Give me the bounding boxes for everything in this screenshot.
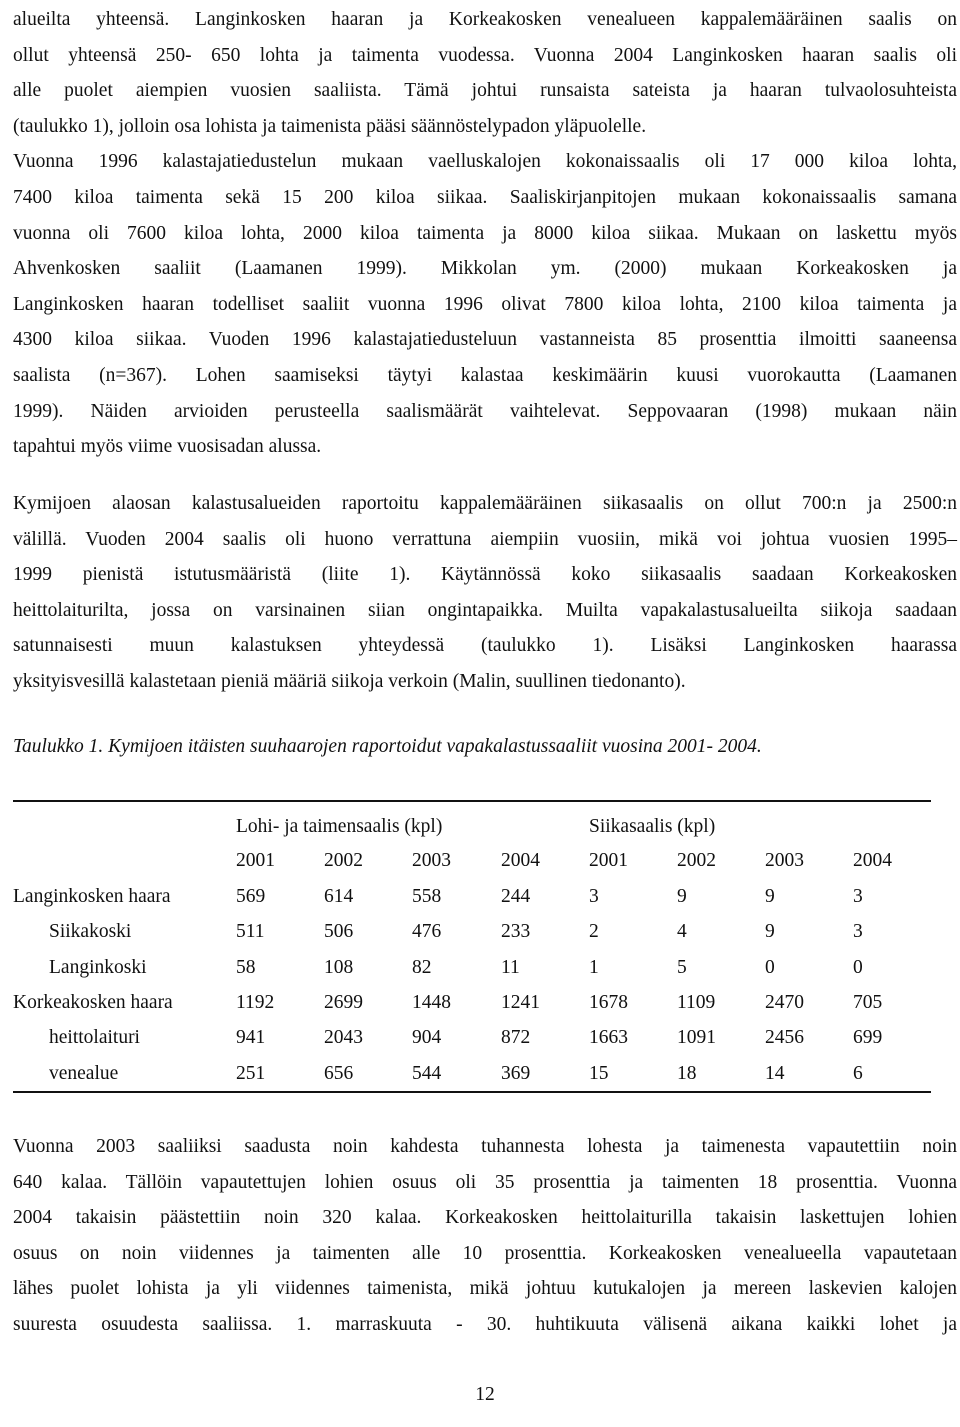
table-top-rule [13, 800, 931, 802]
text-line: tapahtui myös viime vuosisadan alussa. [13, 436, 322, 458]
table-row [13, 879, 931, 914]
table-cell: 3 [853, 921, 863, 942]
text-line: Langinkosken haaran todelliset saaliit vuonna 1996 olivat 7800 kiloa lohta, 2100 kiloa taimenta ja [13, 293, 957, 315]
row-label: Siikakoski [49, 921, 132, 942]
year-header: 2001 [589, 850, 628, 871]
text-line: lähes puolet lohista ja yli viidennes taimenista, mikä johtuu kutukalojen ja mereen laskevien kalojen [13, 1278, 957, 1300]
table-cell: 1192 [236, 992, 275, 1013]
table-cell: 614 [324, 886, 354, 907]
header-whitefish: Siikasaalis (kpl) [589, 816, 716, 837]
table-group-header-row [13, 809, 931, 844]
table-cell: 506 [324, 921, 354, 942]
text-line: saalista (n=367). Lohen saamiseksi täytyi kalastaa keskimäärin kuusi vuorokautta (Laamanen [13, 364, 957, 386]
table-cell: 569 [236, 886, 266, 907]
table-cell: 6 [853, 1063, 863, 1084]
year-header: 2002 [677, 850, 716, 871]
table-cell: 904 [412, 1027, 442, 1048]
row-label: venealue [49, 1063, 119, 1084]
table-cell: 82 [412, 957, 432, 978]
table-cell: 11 [501, 957, 520, 978]
table-cell: 1678 [589, 992, 628, 1013]
table-cell: 476 [412, 921, 442, 942]
table-cell: 5 [677, 957, 687, 978]
text-line: välillä. Vuoden 2004 saalis oli huono verrattuna aiempiin vuosiin, mikä voi johtua vuosien 1995– [13, 528, 957, 550]
text-line: 4300 kiloa siikaa. Vuoden 1996 kalastajatiedusteluun vastanneista 85 prosenttia ilmoitti saaneensa [13, 329, 957, 351]
table-caption: Taulukko 1. Kymijoen itäisten suuhaarojen raportoidut vapakalastussaaliit vuosina 2001- 2004. [13, 736, 762, 757]
table-cell: 511 [236, 921, 265, 942]
table-cell: 14 [765, 1063, 785, 1084]
paragraph-catch-and-release [13, 1129, 957, 1343]
table-cell: 233 [501, 921, 531, 942]
row-label: Korkeakosken haara [13, 992, 173, 1013]
year-header: 2004 [853, 850, 892, 871]
text-line: Kymijoen alaosan kalastusalueiden raportoitu kappalemääräinen siikasaalis on ollut 700:n ja 2500:n [13, 493, 957, 514]
table-bottom-rule [13, 1091, 931, 1093]
text-line: 7400 kiloa taimenta sekä 15 200 kiloa siikaa. Saaliskirjanpitojen mukaan kokonaissaalis samana [13, 186, 957, 208]
row-label: heittolaituri [49, 1027, 140, 1048]
text-line: suuresta osuudesta saaliissa. 1. marraskuuta - 30. huhtikuuta välisenä aikana kaikki lohet ja [13, 1313, 957, 1335]
table-cell: 2470 [765, 992, 804, 1013]
table-cell: 0 [765, 957, 775, 978]
table-cell: 3 [853, 886, 863, 907]
paragraph-whitefish-catch [13, 486, 957, 700]
table-cell: 544 [412, 1063, 442, 1084]
table-cell: 3 [589, 886, 599, 907]
year-header: 2004 [501, 850, 540, 871]
table-cell: 9 [677, 886, 687, 907]
year-header: 2003 [412, 850, 451, 871]
table-cell: 251 [236, 1063, 266, 1084]
paragraph-catch-history [13, 2, 957, 465]
table-cell: 1 [589, 957, 599, 978]
table-cell: 1091 [677, 1027, 716, 1048]
table-cell: 244 [501, 886, 531, 907]
text-line: 640 kalaa. Tällöin vapautettujen lohien osuus oli 35 prosenttia ja taimenten 18 prosenttia. Vuonna [13, 1171, 957, 1193]
text-line: alle puolet aiempien vuosien saaliista. Tämä johtui runsaista sateista ja haaran tulvaolosuhteista [13, 80, 957, 102]
text-line: (taulukko 1), jolloin osa lohista ja taimenista pääsi säännöstelypadon yläpuolelle. [13, 115, 647, 137]
text-line: ollut yhteensä 250- 650 lohta ja taimenta vuodessa. Vuonna 2004 Langinkosken haaran saalis oli [13, 44, 957, 66]
text-line: osuus on noin viidennes ja taimenten alle 10 prosenttia. Korkeakosken venealueella vapautetaan [13, 1242, 957, 1264]
table-cell: 558 [412, 886, 442, 907]
table-row [13, 950, 931, 985]
table-cell: 2456 [765, 1027, 804, 1048]
year-header: 2003 [765, 850, 804, 871]
table-cell: 369 [501, 1063, 531, 1084]
text-line: 1999 pienistä istutusmääristä (liite 1). Käytännössä koko siikasaalis saadaan Korkeakosken [13, 564, 957, 586]
text-line: Vuonna 2003 saaliiksi saadusta noin kahdesta tuhannesta lohesta ja taimenesta vapautettiin noin [13, 1136, 957, 1157]
text-line: vuonna oli 7600 kiloa lohta, 2000 kiloa taimenta ja 8000 kiloa siikaa. Mukaan on laskettu myös [13, 222, 957, 244]
text-line: satunnaisesti muun kalastuksen yhteydessä (taulukko 1). Lisäksi Langinkosken haarassa [13, 635, 957, 657]
table-cell: 108 [324, 957, 354, 978]
table-cell: 15 [589, 1063, 609, 1084]
table-row [13, 914, 931, 949]
table-cell: 699 [853, 1027, 883, 1048]
header-salmon-trout: Lohi- ja taimensaalis (kpl) [236, 816, 443, 837]
text-line: alueilta yhteensä. Langinkosken haaran ja Korkeakosken venealueen kappalemääräinen saalis on [13, 9, 957, 30]
table-cell: 9 [765, 921, 775, 942]
table-row [13, 1056, 931, 1091]
table-year-header-row [13, 843, 931, 878]
year-header: 2002 [324, 850, 363, 871]
table-cell: 4 [677, 921, 687, 942]
table-cell: 0 [853, 957, 863, 978]
table-cell: 2699 [324, 992, 363, 1013]
table-cell: 941 [236, 1027, 266, 1048]
table-cell: 2 [589, 921, 599, 942]
text-line: 2004 takaisin päästettiin noin 320 kalaa. Korkeakosken heittolaiturilla takaisin laskettujen lohien [13, 1207, 957, 1229]
table-cell: 9 [765, 886, 775, 907]
text-line: Vuonna 1996 kalastajatiedustelun mukaan vaelluskalojen kokonaissaalis oli 17 000 kiloa lohta, [13, 151, 957, 173]
row-label: Langinkoski [49, 957, 147, 978]
table-cell: 1241 [501, 992, 540, 1013]
table-cell: 18 [677, 1063, 697, 1084]
text-line: 1999). Näiden arvioiden perusteella saalismäärät vaihtelevat. Seppovaaran (1998) mukaan näin [13, 400, 957, 422]
row-label: Langinkosken haara [13, 886, 171, 907]
year-header: 2001 [236, 850, 275, 871]
text-line: heittolaiturilta, jossa on varsinainen siian ongintapaikka. Muilta vapakalastusalueilta siikoja saadaan [13, 599, 957, 621]
table-cell: 872 [501, 1027, 531, 1048]
text-line: yksityisvesillä kalastetaan pieniä määriä siikoja verkoin (Malin, suullinen tiedonanto). [13, 670, 686, 692]
table-cell: 1109 [677, 992, 716, 1013]
page-number: 12 [475, 1384, 495, 1405]
table-cell: 1663 [589, 1027, 628, 1048]
table-cell: 705 [853, 992, 883, 1013]
table-cell: 58 [236, 957, 256, 978]
table-row [13, 985, 931, 1020]
table-cell: 1448 [412, 992, 451, 1013]
table-row [13, 1020, 931, 1055]
text-line: Ahvenkosken saaliit (Laamanen 1999). Mikkolan ym. (2000) mukaan Korkeakosken ja [13, 258, 957, 280]
table-cell: 656 [324, 1063, 354, 1084]
table-cell: 2043 [324, 1027, 363, 1048]
